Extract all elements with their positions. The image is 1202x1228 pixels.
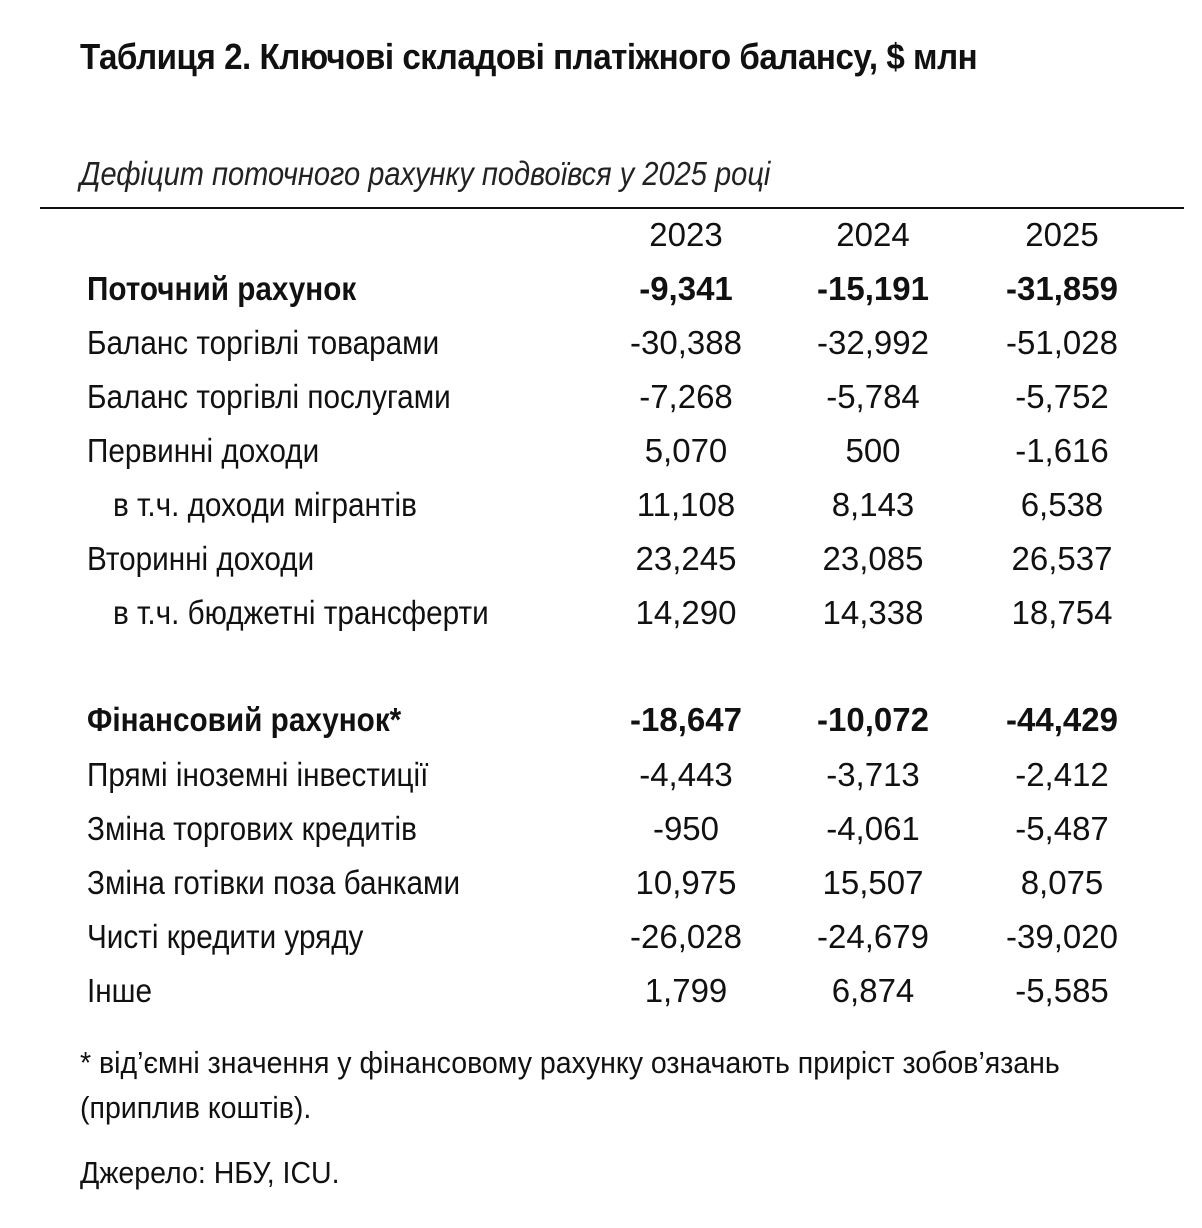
- cell-2024: -32,992: [817, 324, 929, 361]
- row-label: Зміна торгових кредитів: [87, 810, 417, 847]
- row-label: Інше: [87, 972, 153, 1009]
- table-row-secondary-income: [0, 540, 1202, 594]
- row-label: Чисті кредити уряду: [87, 918, 364, 955]
- cell-2023: 1,799: [644, 972, 728, 1009]
- cell-2025: -1,616: [1015, 432, 1109, 469]
- table-row-financial-account: [0, 701, 1202, 755]
- cell-2024: -24,679: [817, 918, 929, 955]
- cell-2023: -7,268: [639, 378, 733, 415]
- column-header-2024: 2024: [836, 216, 910, 253]
- cell-2025: -2,412: [1015, 756, 1109, 793]
- table-row-fdi: [0, 756, 1202, 810]
- table-row-services-trade: [0, 378, 1202, 432]
- cell-2024: 500: [845, 432, 901, 469]
- table-row-government-credits: [0, 918, 1202, 972]
- source-note: Джерело: НБУ, ICU.: [80, 1155, 340, 1190]
- cell-2025: -44,429: [1006, 701, 1118, 738]
- cell-2025: -39,020: [1006, 918, 1118, 955]
- cell-2024: -5,784: [826, 378, 920, 415]
- row-label: Первинні доходи: [87, 432, 320, 469]
- row-label: Поточний рахунок: [87, 270, 357, 307]
- cell-2025: -5,752: [1015, 378, 1109, 415]
- cell-2025: 8,075: [1020, 864, 1104, 901]
- cell-2023: -30,388: [630, 324, 742, 361]
- row-label: в т.ч. доходи мігрантів: [113, 486, 417, 523]
- cell-2025: -51,028: [1006, 324, 1118, 361]
- row-label: в т.ч. бюджетні трансферти: [113, 594, 489, 631]
- table-subtitle: Дефіцит поточного рахунку подвоївся у 2025 році: [80, 155, 771, 192]
- cell-2025: 6,538: [1020, 486, 1104, 523]
- cell-2025: -5,585: [1015, 972, 1109, 1009]
- cell-2024: -15,191: [817, 270, 929, 307]
- cell-2025: -31,859: [1006, 270, 1118, 307]
- cell-2023: -18,647: [630, 701, 742, 738]
- header-divider: [40, 207, 1184, 209]
- cell-2024: -3,713: [826, 756, 920, 793]
- cell-2025: 18,754: [1011, 594, 1113, 631]
- table-title: Таблиця 2. Ключові складові платіжного балансу, $ млн: [80, 36, 978, 77]
- cell-2024: 15,507: [822, 864, 924, 901]
- row-label: Баланс торгівлі товарами: [87, 324, 440, 361]
- cell-2024: 8,143: [831, 486, 915, 523]
- cell-2024: 14,338: [822, 594, 924, 631]
- row-label: Баланс торгівлі послугами: [87, 378, 451, 415]
- cell-2024: 6,874: [831, 972, 915, 1009]
- table-row-primary-income: [0, 432, 1202, 486]
- cell-2025: -5,487: [1015, 810, 1109, 847]
- cell-2025: 26,537: [1011, 540, 1113, 577]
- table-row-migrant-income: [0, 486, 1202, 540]
- cell-2024: 23,085: [822, 540, 924, 577]
- footnote: * від’ємні значення у фінансовому рахунку означають приріст зобов’язань (приплив коштів).: [80, 1045, 1060, 1125]
- row-label: Зміна готівки поза банками: [87, 864, 461, 901]
- column-header-2023: 2023: [649, 216, 723, 253]
- table-row-other: [0, 972, 1202, 1026]
- table-row-trade-credits: [0, 810, 1202, 864]
- cell-2023: -26,028: [630, 918, 742, 955]
- cell-2023: -9,341: [639, 270, 733, 307]
- cell-2023: -4,443: [639, 756, 733, 793]
- column-header-2025: 2025: [1025, 216, 1099, 253]
- cell-2024: -10,072: [817, 701, 929, 738]
- cell-2023: -950: [652, 810, 720, 847]
- cell-2023: 10,975: [635, 864, 737, 901]
- table-row-cash-outside-banks: [0, 864, 1202, 918]
- row-label: Вторинні доходи: [87, 540, 315, 577]
- cell-2023: 14,290: [635, 594, 737, 631]
- row-label: Прямі іноземні інвестиції: [87, 756, 429, 793]
- cell-2024: -4,061: [826, 810, 920, 847]
- table-row-current-account: [0, 270, 1202, 324]
- table-row-goods-trade: [0, 324, 1202, 378]
- cell-2023: 11,108: [636, 486, 736, 523]
- cell-2023: 23,245: [635, 540, 737, 577]
- table-row-budget-transfers: [0, 594, 1202, 648]
- row-label: Фінансовий рахунок*: [87, 701, 402, 738]
- cell-2023: 5,070: [644, 432, 728, 469]
